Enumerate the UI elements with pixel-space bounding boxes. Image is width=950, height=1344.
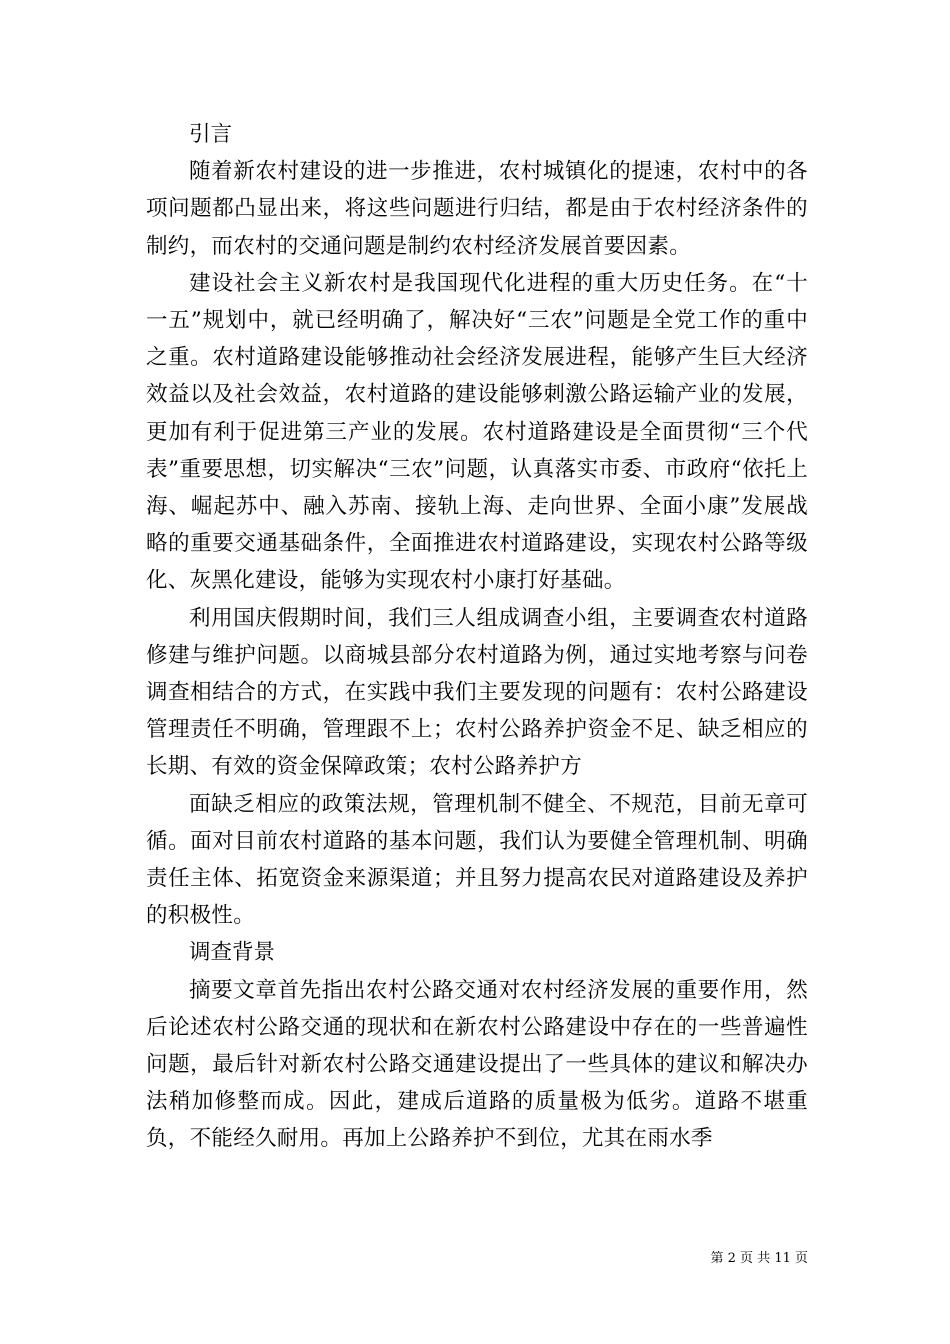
paragraph-1: 随着新农村建设的进一步推进，农村城镇化的提速，农村中的各项问题都凸显出来，将这些问题进行归结，都是由于农村经济条件的制约，而农村的交通问题是制约农村经济发展首要因素。	[146, 159, 808, 259]
section-heading-background: 调查背景	[189, 940, 276, 966]
document-body	[146, 116, 808, 1158]
paragraph-4: 面缺乏相应的政策法规，管理机制不健全、不规范，目前无章可循。面对目前农村道路的基本问题，我们认为要健全管理机制、明确责任主体、拓宽资金来源渠道；并且努力提高农民对道路建设及养护的积极性。	[146, 791, 808, 929]
page-number: 第 2 页 共 11 页	[710, 1251, 808, 1266]
paragraph-3: 利用国庆假期时间，我们三人组成调查小组，主要调查农村道路修建与维护问题。以商城县部分农村道路为例，通过实地考察与问卷调查相结合的方式，在实践中我们主要发现的问题有：农村公路建设管理责任不明确，管理跟不上；农村公路养护资金不足、缺乏相应的长期、有效的资金保障政策；农村公路养护方	[146, 605, 808, 780]
paragraph-2: 建设社会主义新农村是我国现代化进程的重大历史任务。在“十一五”规划中，就已经明确了，解决好“三农”问题是全党工作的重中之重。农村道路建设能够推动社会经济发展进程，能够产生巨大经济效益以及社会效益，农村道路的建设能够刺激公路运输产业的发展，更加有利于促进第三产业的发展。农村道路建设是全面贯彻“三个代表”重要思想，切实解决“三农”问题，认真落实市委、市政府“依托上海、崛起苏中、融入苏南、接轨上海、走向世界、全面小康”发展战略的重要交通基础条件，全面推进农村道路建设，实现农村公路等级化、灰黑化建设，能够为实现农村小康打好基础。	[146, 270, 808, 594]
paragraph-5: 摘要文章首先指出农村公路交通对农村经济发展的重要作用，然后论述农村公路交通的现状和在新农村公路建设中存在的一些普遍性问题，最后针对新农村公路交通建设提出了一些具体的建议和解决办法稍加修整而成。因此，建成后道路的质量极为低劣。道路不堪重负，不能经久耐用。再加上公路养护不到位，尤其在雨水季	[146, 977, 808, 1152]
section-heading-intro: 引言	[189, 122, 233, 147]
